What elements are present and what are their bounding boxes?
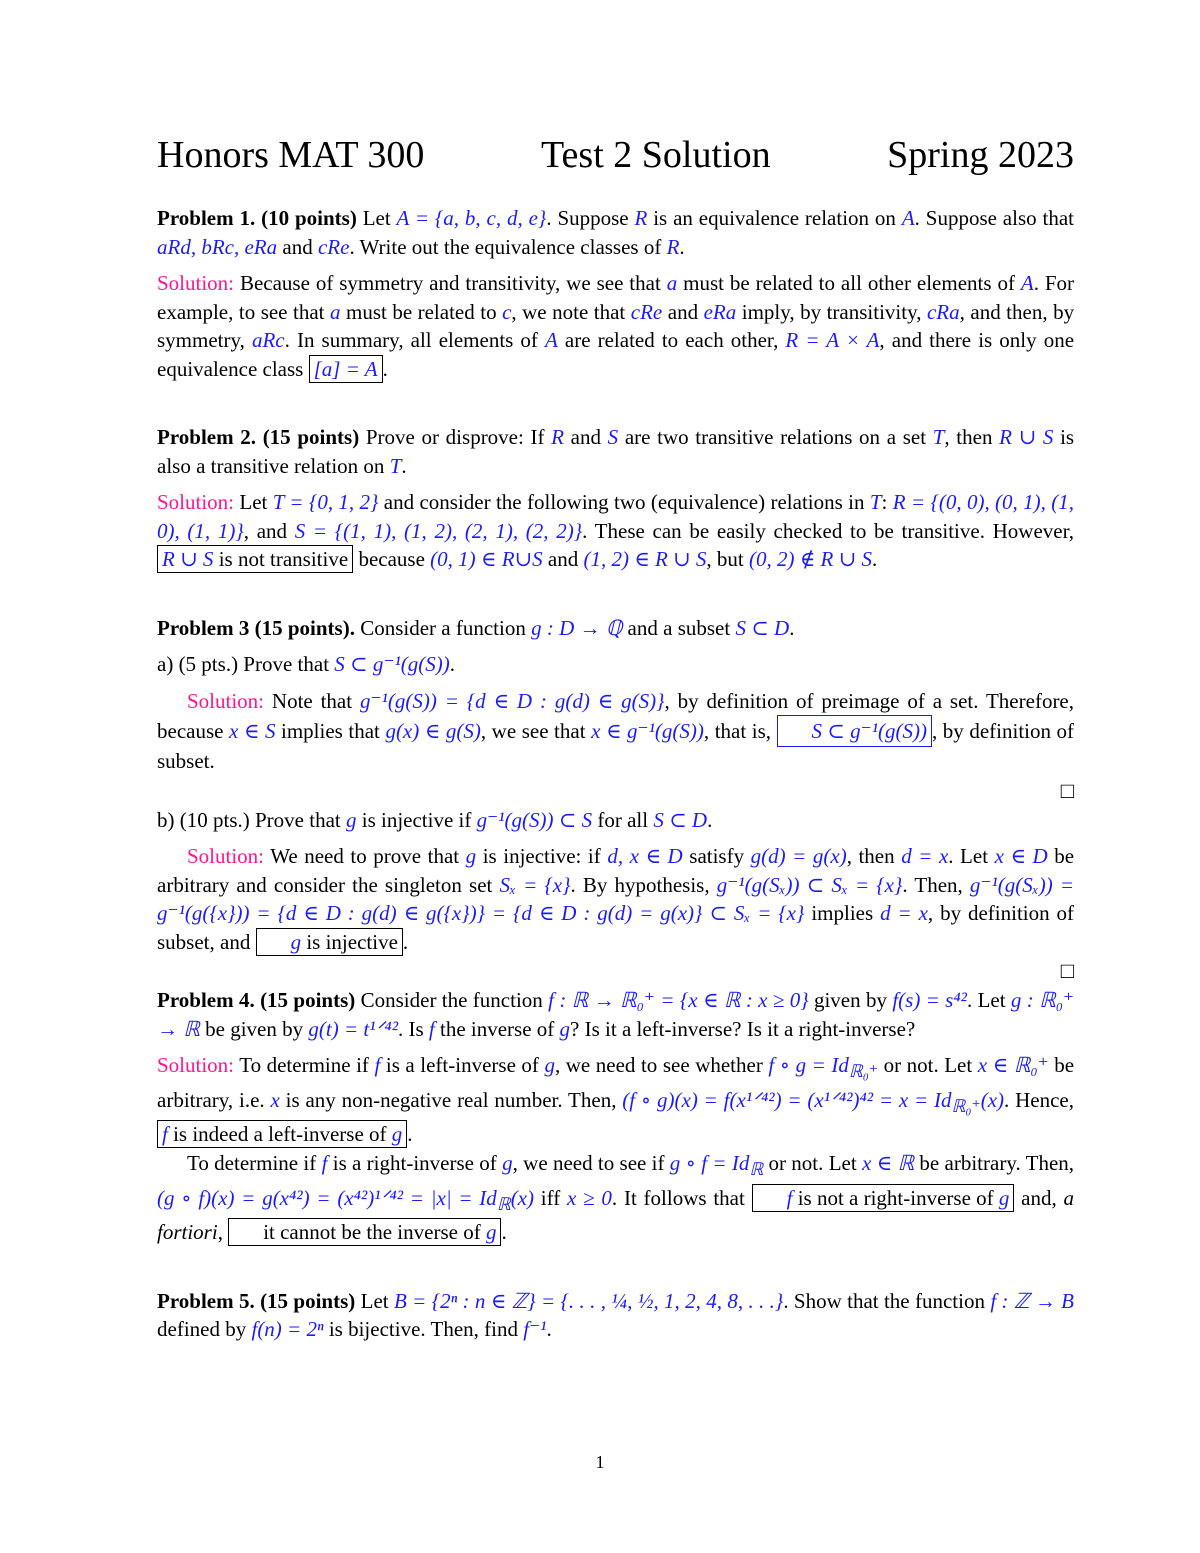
problem-3b-solution: Solution: We need to prove that g is injective: if d, x ∈ D satisfy g(d) = g(x), then d = x. Let x ∈ D be arbitrary and consider the singleton set Sₓ = {x}. By hypothesis, g⁻¹(g(Sₓ)) ⊂ Sₓ = {x}. Then, g⁻¹(g(Sₓ)) = g⁻¹(g({x})) = {d ∈ D : g(d) ∈ g({x})} = {d ∈ D : g(d) = g(x)} ⊂ Sₓ = {x} implies d = x, by definition of subset, and g is injective .: [157, 844, 1075, 954]
answer-box: R ∪ S is not transitive: [157, 545, 353, 573]
solution-label: Solution:: [157, 490, 235, 514]
page-number: 1: [595, 1452, 605, 1472]
problem-3a-solution: Solution: Note that g⁻¹(g(S)) = {d ∈ D : g(d) ∈ g(S)}, by definition of preimage of a set. Therefore, because x ∈ S implies that g(x) ∈ g(S), we see that x ∈ g⁻¹(g(S)), that is, S ⊂ g⁻¹(g(S)) , by definition of subset.: [157, 688, 1075, 773]
problem-1-statement: Problem 1. (10 points) Let A = {a, b, c, d, e}. Suppose R is an equivalence relation on A. Suppose also that aRd, bRc, eRa and cRe. Write out the equivalence classes of R.: [157, 206, 1074, 259]
problem-1-heading: Problem 1.: [157, 206, 256, 230]
answer-box: f is indeed a left-inverse of g: [157, 1120, 407, 1148]
problem-5-statement: Problem 5. (15 points) Let B = {2ⁿ : n ∈ ℤ} = {. . . , ¼, ½, 1, 2, 4, 8, . . .}. Show that the function f : ℤ → B defined by f(n) = 2ⁿ is bijective. Then, find f⁻¹.: [157, 1288, 1075, 1342]
solution-label: Solution:: [157, 1053, 235, 1077]
qed-box-icon: □: [1060, 777, 1074, 803]
course-title: Honors MAT 300: [157, 134, 425, 176]
problem-2-statement: Problem 2. (15 points) Prove or disprove: If R and S are two transitive relations on a set T, then R ∪ S is also a transitive relation on T.: [157, 425, 1075, 478]
problem-4-heading: Problem 4.: [157, 988, 255, 1012]
term-title: Spring 2023: [887, 134, 1074, 176]
problem-3b-statement: b) (10 pts.) Prove that g is injective if g⁻¹(g(S)) ⊂ S for all S ⊂ D.: [157, 807, 713, 832]
answer-box: g is injective: [256, 928, 403, 956]
qed-box-icon: □: [1060, 958, 1074, 983]
problem-5-points: (15 points): [260, 1288, 356, 1313]
problem-2-solution: Solution: Let T = {0, 1, 2} and consider the following two (equivalence) relations in T: R = {(0, 0), (0, 1), (1, 0), (1, 1)}, and S = {(1, 1), (1, 2), (2, 1), (2, 2)}. These can be easily checked to be transitive. However, R ∪ S is not transitive because (0, 1) ∈ R∪S and (1, 2) ∈ R ∪ S, but (0, 2) ∉ R ∪ S.: [157, 490, 1075, 571]
problem-4-statement: Problem 4. (15 points) Consider the function f : ℝ → ℝ₀⁺ = {x ∈ ℝ : x ≥ 0} given by f(s) = s⁴². Let g : ℝ₀⁺ → ℝ be given by g(t) = t¹ᐟ⁴². Is f the inverse of g? Is it a left-inverse? Is it a right-inverse?: [157, 988, 1075, 1041]
solution-label: Solution:: [157, 271, 235, 295]
answer-box: it cannot be the inverse of g: [228, 1218, 501, 1246]
solution-label: Solution:: [187, 844, 265, 868]
answer-box: f is not a right-inverse of g: [752, 1184, 1015, 1212]
problem-4-points: (15 points): [260, 988, 356, 1012]
answer-box: S ⊂ g⁻¹(g(S)): [777, 715, 932, 747]
problem-3a-statement: a) (5 pts.) Prove that S ⊂ g⁻¹(g(S)).: [157, 652, 455, 676]
test-title: Test 2 Solution: [541, 134, 771, 176]
problem-3-statement: Problem 3 (15 points). Consider a function g : D → ℚ and a subset S ⊂ D.: [157, 615, 795, 640]
problem-4-solution-continued: To determine if f is a right-inverse of g, we need to see if g ∘ $f = Id_ℝ$ or not. Let x ∈ ℝ be arbitrary. Then, (g ∘ f)(x) = g(x⁴²) = (x⁴²)¹ᐟ⁴² = $|x| = Id_ℝ(x)$ iff x ≥ 0. It follows that f is not a right-inverse of g and, a fortiori, it cannot be the inverse of g .: [157, 1150, 1075, 1245]
problem-2-heading: Problem 2.: [157, 425, 257, 449]
problem-1-solution: Solution: Because of symmetry and transitivity, we see that a must be related to all other elements of A. For example, to see that a must be related to c, we note that cRe and eRa imply, by transitivity, cRa, and then, by symmetry, aRc. In summary, all elements of A are related to each other, R = A × A, and there is only one equivalence class [a] = A .: [157, 271, 1075, 381]
problem-3-heading: Problem 3 (15 points).: [157, 615, 355, 640]
problem-5-heading: Problem 5.: [157, 1288, 255, 1313]
problem-4-solution: Solution: To determine if f is a left-inverse of g, we need to see whether f ∘ $g = Id_{ℝ_0^+}$ or not. Let x ∈ ℝ₀⁺ be arbitrary, i.e. x is any non-negative real number. Then, (f ∘ g)(x) = f(x¹ᐟ⁴²) = (x¹ᐟ⁴²)⁴² = $x = Id_{ℝ_0^+}(x)$. Hence, f is indeed a left-inverse of g .: [157, 1053, 1075, 1147]
page-title: [157, 128, 1074, 182]
problem-1-points: (10 points): [261, 206, 357, 230]
problem-2-points: (15 points): [262, 425, 360, 449]
document-page: [157, 128, 1074, 1344]
solution-label: Solution:: [187, 688, 265, 713]
answer-box: [a] = A: [309, 355, 383, 383]
